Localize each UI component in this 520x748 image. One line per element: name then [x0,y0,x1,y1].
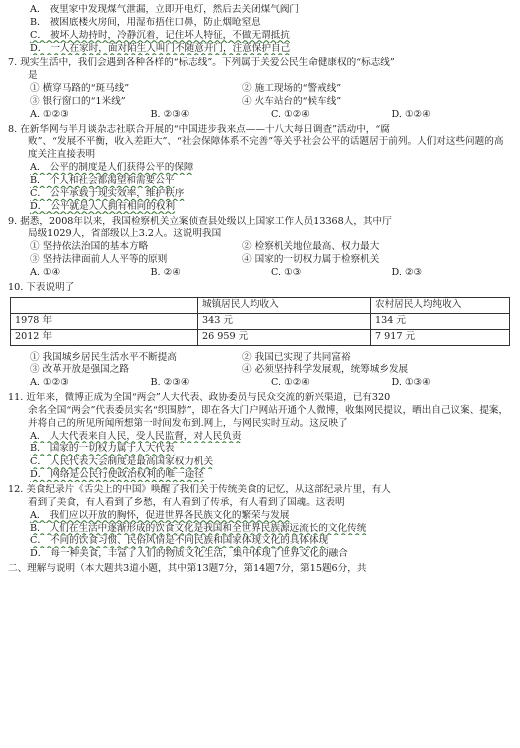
q11-choice: A． 人大代表来自人民，受人民监督，对人民负责 [30,430,242,442]
table-header-row [11,297,510,313]
q9-stem: 9. 据悉，2008年以来，我国检察机关立案侦查县处级以上国家工作人员13368人，其中厅 [8,215,392,227]
q6-choice: A． 夜里家中发现煤气泄漏，立即开电灯，然后去关闭煤气阀门 [30,4,300,15]
q9-choice: D. ②③ [391,266,423,278]
q9-item: ① 坚持依法治国的基本方略 [30,241,149,253]
q11-choice: B． 国家的一切权力属于人大代表 [30,443,175,455]
table-cell: 134 元 [371,313,510,329]
q12-choice: C． 不同的饮食习惯、民俗风情是不同民族和国家体现文化的具体体现 [30,535,329,547]
question-9 [8,216,512,280]
q8-choice: C． 公平承载于现实效率，维护秩序 [30,187,185,199]
table-header-cell [11,297,198,313]
q7-item: ② 施工现场的“警戒线” [242,83,342,95]
table-row [11,329,510,345]
q7-items [8,83,512,109]
q7-stem: 7. 现实生活中，我们会遇到各种各样的“标志线”。下列属于关爱公民生命健康权的“标志线” [8,57,395,69]
q9-choices [8,267,512,280]
q10-choice: D. ①③④ [391,377,431,389]
q8-choice: B． 个人和社会都渴望和需要公平 [30,174,175,186]
table-cell: 2012 年 [11,329,198,345]
q7-item: ③ 银行窗口的“1米线” [30,95,126,107]
section-2-heading: 二、理解与说明（本大题共3道小题，其中第13题7分，第14题7分，第15题6分，共 [8,563,367,575]
q8-stem: 8. 在新华网与半月谈杂志社联合开展的“中国进步我来点——十八大每日调查”活动中，“腐 [8,123,390,135]
income-table [10,297,510,346]
q10-choices [8,377,512,390]
q9-choice: A. ①④ [30,266,61,278]
q9-stem-cont: 局级1029人，省部级以上3.2人。这说明我国 [28,228,222,240]
q10-choice: B. ②③④ [150,377,190,389]
q11-choice: D． 网络是公民行使政治权利的唯一途径 [30,469,204,481]
q8-stem-cont: 败”、“发展不平衡，收入差距大”、“社会保障体系不完善”等关乎社会公平的话题居于前列。人们对这些问题的高度关注直接表明 [28,136,504,161]
table-cell: 26 959 元 [198,329,371,345]
q7-stem-cont: 是 [28,70,38,82]
q10-item: ④ 必须坚持科学发展观，统筹城乡发展 [242,364,409,376]
q7-item: ④ 火车站台的“候车线” [242,95,342,107]
q9-choice: B. ②④ [150,266,181,278]
q6-choice: B． 被困底楼火房间，用湿布捂住口鼻，防止烟呛窒息 [30,16,261,28]
table-cell: 1978 年 [11,313,198,329]
q6-choice: C． 被坏人劫持时，冷静沉着，记住坏人特征，不做无谓抵抗 [30,29,290,41]
table-header-cell: 城镇居民人均收入 [198,297,371,313]
q9-items [8,241,512,267]
q9-item: ③ 坚持法律面前人人平等的原则 [30,254,168,266]
q12-choice: A． 我们应以开放的胸怀，促进世界各民族文化的繁荣与发展 [30,509,290,521]
table-header-cell: 农村居民人均纯收入 [371,297,510,313]
q7-choice: D. ①②④ [391,108,431,120]
q7-choice: B. ②③④ [150,108,190,120]
q10-item: ① 我国城乡居民生活水平不断提高 [30,351,177,363]
q10-item: ③ 改革开放是强国之路 [30,364,129,376]
q12-choice: D． 每一种美食，丰富了人们的物质文化生活，集中体现了世界文化的融合 [30,548,348,560]
q11-choice: C． 人民代表大会制度是最高国家权力机关 [30,456,214,468]
question-12 [8,484,512,561]
question-10 [8,282,512,390]
q10-choice: A. ①②③ [30,377,69,389]
table-cell: 343 元 [198,313,371,329]
q7-choice: C. ①②④ [271,108,310,120]
table-row [11,313,510,329]
q10-item: ② 我国已实现了共同富裕 [242,351,351,363]
q6-options [8,4,512,55]
question-7 [8,57,512,121]
question-8 [8,124,512,214]
q9-item: ④ 国家的一切权力属于检察机关 [242,254,380,266]
q10-stem: 10. 下表说明了 [8,281,75,293]
q12-stem-cont: 看到了美食，有人看到了乡愁，有人看到了传承，有人看到了国魂。这表明 [28,496,345,508]
q10-choice: C. ①②④ [271,377,310,389]
q12-stem: 12. 美食纪录片《舌尖上的中国》唤醒了我们关于传统美食的记忆，从这部纪录片里，有人 [8,484,391,495]
q11-stem-cont: 余名全国“两会”代表委员实名“织围脖”，即在各大门户网站开通个人微博，收集网民提议，晒出自己议案、提案，并将自己的所见所闻所想第一时间发布到.网上，与网民实时互动。这反映了 [28,404,509,429]
q12-choice: B． 人们在生活中逐渐形成的饮食文化是我国和全世界民族源远流长的文化传统 [30,522,367,534]
q7-item: ① 横穿马路的“斑马线” [30,83,130,95]
q10-items [8,352,512,378]
q9-choice: C. ①③ [271,266,302,278]
q11-stem: 11. 近年来，微博正成为全国“两会”人大代表、政协委员与民众交流的新兴渠道，已有320 [8,392,391,404]
question-11 [8,392,512,482]
table-cell: 7 917 元 [371,329,510,345]
q7-choice: A. ①②③ [30,108,69,120]
q7-choices [8,109,512,122]
q8-choice: D． 公平就是人人拥有相同的权利 [30,200,176,212]
q6-choice: D． 一人在家时，面对陌生人叫门不随意开门，注意保护自己 [30,42,291,54]
q8-choice: A． 公平的制度是人们获得公平的保障 [30,162,194,174]
q9-item: ② 检察机关地位最高、权力最大 [242,241,380,253]
